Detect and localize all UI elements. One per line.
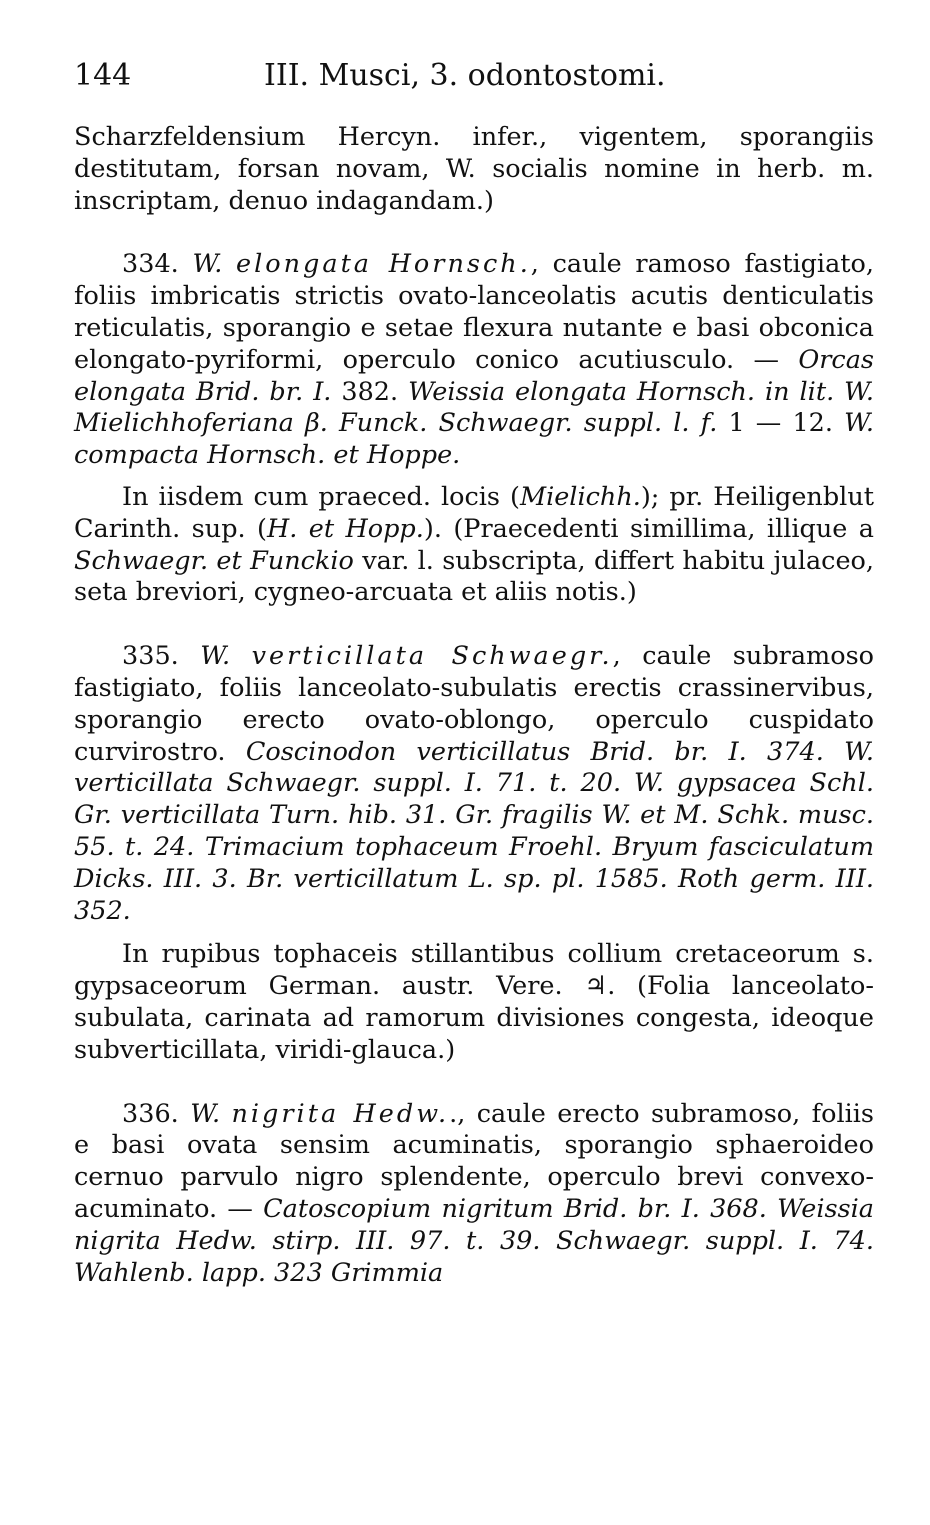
page-body: [74, 122, 874, 1289]
synonym: Orcas elongata Brid. br. I.: [74, 344, 874, 407]
synonyms: Catoscopium nigritum Brid. br. I. 368. Weissia nigrita Hedw. stirp. III. 97. t. 39. Schwaegr. suppl. I. 74. Wahlenb. lapp. 323 Grimmia: [74, 1193, 874, 1288]
species-description: , caule ramoso fastigiato, foliis imbricatis strictis ovato-lanceolatis acutis denticulatis reticulatis, sporangio e setae flexura nutante e basi obconica elongato-pyriformi, operculo conico acutiusculo. —: [74, 249, 874, 375]
species-name: verticillata Schwaegr.: [251, 641, 613, 672]
entry-334-locality: [74, 482, 874, 609]
collector: Mielichh.: [519, 481, 641, 512]
entry-number: 336.: [122, 1098, 179, 1129]
entry-335-locality: In rupibus tophaceis stillantibus collium cretaceorum s. gypsaceorum German. austr. Vere. ♃. (Folia lanceolato-subulata, carinata ad ramorum divisiones congesta, ideoque subverticillata, viridi-glauca.): [74, 939, 874, 1065]
locality-text: ); pr. Heiligenblut Carinth. sup. (: [74, 481, 874, 544]
synonym-ref: 382.: [341, 376, 399, 407]
synonym: Weissia elongata Hornsch. in lit. W. Mielichhoferiana β. Funck. Schwaegr. suppl. l. f.: [74, 376, 875, 439]
entry-335: [74, 641, 874, 927]
genus-abbrev: W.: [200, 641, 231, 672]
continuation-paragraph: Scharzfeldensium Hercyn. infer., vigentem, sporangiis destitutam, forsan novam, W. socialis nomine in herb. m. inscriptam, denuo indagandam.): [74, 122, 874, 216]
species-description: ., caule erecto subramoso, foliis e basi ovata sensim acuminatis, sporangio sphaeroideo cernuo parvulo nigro splendente, operculo brevi convexo-acuminato. —: [74, 1098, 874, 1224]
synonyms: Coscinodon verticillatus Brid. br. I. 374. W. verticillata Schwaegr. suppl. I. 71. t. 20. W. gypsacea Schl. Gr. verticillata Turn. hib. 31. Gr. fragilis W. et M. Schk. musc. 55. t. 24. Trimacium tophaceum Froehl. Bryum fasciculatum Dicks. III. 3. Br. verticillatum L. sp. pl. 1585. Roth germ. III. 352.: [74, 736, 874, 926]
locality-text: ). (Praecedenti simillima, illique a: [423, 513, 875, 544]
entry-334: [74, 249, 874, 472]
synonym-ref: 1 — 12.: [728, 408, 833, 439]
authority: Schwaegr. et Funckio: [74, 545, 354, 576]
species-description: , caule subramoso fastigiato, foliis lanceolato-subulatis erectis crassinervibus, sporangio erecto ovato-oblongo, operculo cuspidato curvirostro.: [74, 641, 875, 767]
genus-abbrev: W.: [190, 1098, 221, 1129]
page-number: 144: [74, 58, 132, 93]
locality-text: var. l. subscripta, differt habitu julaceo, seta breviori, cygneo-arcuata et aliis notis.): [74, 545, 874, 608]
species-name: nigrita Hedw.: [231, 1098, 450, 1129]
running-header: [74, 56, 870, 96]
locality-text: In iisdem cum praeced. locis (: [122, 481, 520, 512]
collector: H. et Hopp.: [267, 513, 424, 544]
synonym: W. compacta Hornsch. et Hoppe.: [74, 408, 874, 471]
genus-abbrev: W.: [192, 249, 223, 280]
running-title: III. Musci, 3. odontostomi.: [264, 58, 666, 93]
species-name: elongata Hornsch.: [236, 249, 531, 280]
entry-number: 335.: [122, 641, 179, 672]
entry-number: 334.: [122, 249, 179, 280]
entry-336: [74, 1099, 874, 1290]
